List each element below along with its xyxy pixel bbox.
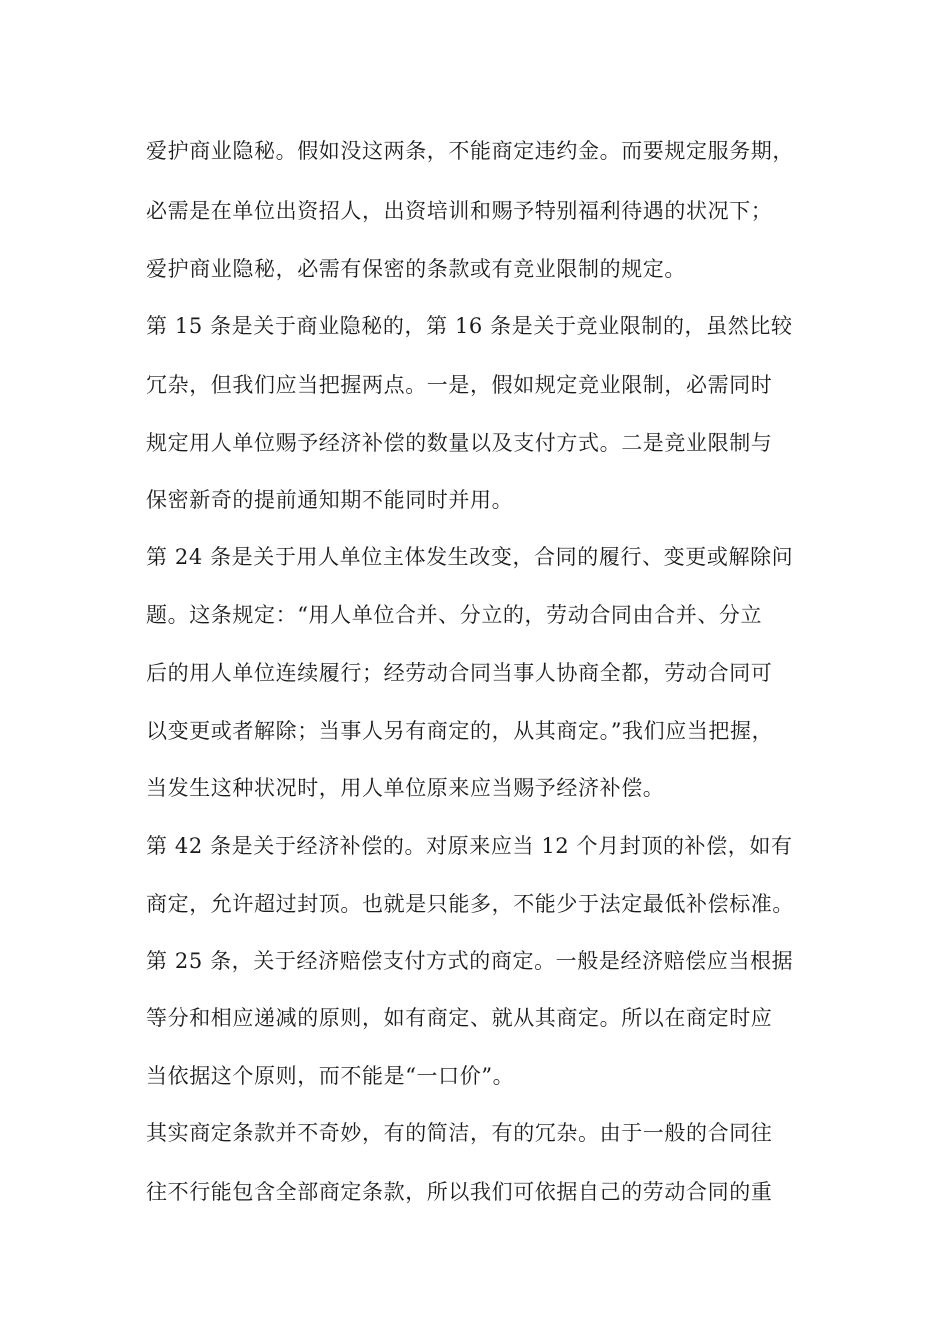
text-line: 等分和相应递减的原则，如有商定、就从其商定。所以在商定时应 <box>146 1006 773 1030</box>
text-line: 以变更或者解除；当事人另有商定的，从其商定。”我们应当把握， <box>146 719 774 743</box>
text-line: 第 42 条是关于经济补偿的。对原来应当 12 个月封顶的补偿，如有 <box>146 834 793 858</box>
text-line: 第 25 条，关于经济赔偿支付方式的商定。一般是经济赔偿应当根据 <box>146 949 794 973</box>
text-line: 其实商定条款并不奇妙，有的简洁，有的冗杂。由于一般的合同往 <box>146 1121 773 1145</box>
text-line: 必需是在单位出资招人，出资培训和赐予特别福利待遇的状况下； <box>146 199 773 223</box>
text-line: 冗杂，但我们应当把握两点。一是，假如规定竞业限制，必需同时 <box>146 373 773 397</box>
text-line: 第 24 条是关于用人单位主体发生改变，合同的履行、变更或解除问 <box>146 545 794 569</box>
text-line: 往不行能包含全部商定条款，所以我们可依据自己的劳动合同的重 <box>146 1180 773 1204</box>
text-line: 后的用人单位连续履行；经劳动合同当事人协商全都，劳动合同可 <box>146 661 773 685</box>
text-line: 题。这条规定：“用人单位合并、分立的，劳动合同由合并、分立 <box>146 603 763 627</box>
text-line: 保密新奇的提前通知期不能同时并用。 <box>146 488 514 512</box>
text-line: 当发生这种状况时，用人单位原来应当赐予经济补偿。 <box>146 776 665 800</box>
text-line: 爱护商业隐秘，必需有保密的条款或有竞业限制的规定。 <box>146 257 686 281</box>
text-line: 商定，允许超过封顶。也就是只能多，不能少于法定最低补偿标准。 <box>146 892 794 916</box>
text-line: 当依据这个原则，而不能是“一口价”。 <box>146 1064 515 1088</box>
text-line: 规定用人单位赐予经济补偿的数量以及支付方式。二是竞业限制与 <box>146 431 773 455</box>
text-line: 爱护商业隐秘。假如没这两条，不能商定违约金。而要规定服务期， <box>146 139 794 163</box>
text-line: 第 15 条是关于商业隐秘的，第 16 条是关于竞业限制的，虽然比较 <box>146 314 793 338</box>
